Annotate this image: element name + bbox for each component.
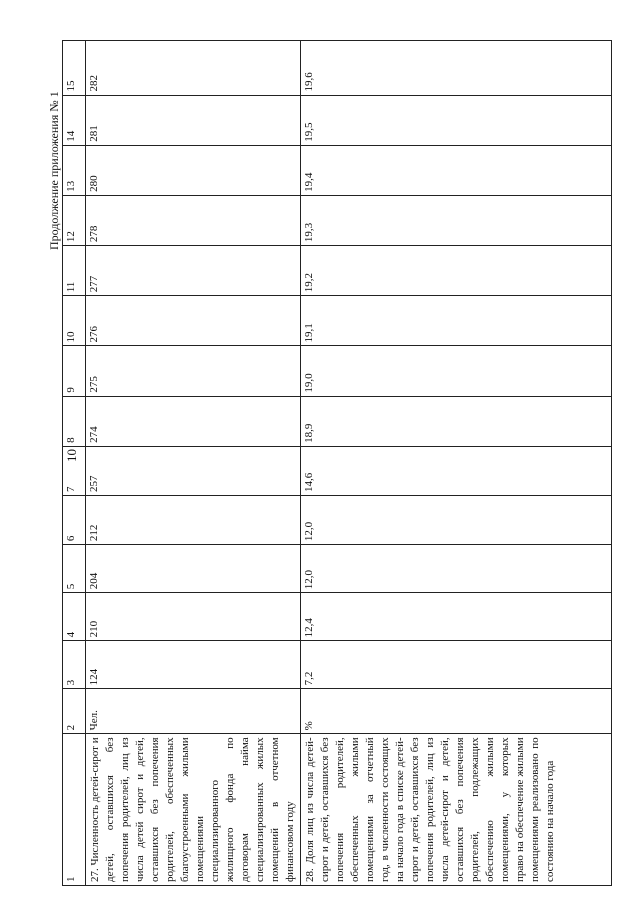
column-header: 10 bbox=[63, 296, 86, 346]
value-cell: 19,4 bbox=[301, 145, 612, 195]
value-cell: 7,2 bbox=[301, 641, 612, 689]
value-cell: 12,4 bbox=[301, 593, 612, 641]
value-cell: 278 bbox=[86, 195, 301, 245]
column-header: 5 bbox=[63, 545, 86, 593]
value-cell: 12,0 bbox=[301, 545, 612, 593]
column-header: 12 bbox=[63, 195, 86, 245]
value-cell: 275 bbox=[86, 346, 301, 396]
table-row bbox=[86, 41, 301, 886]
column-header: 4 bbox=[63, 593, 86, 641]
value-cell: 124 bbox=[86, 641, 301, 689]
header-row bbox=[63, 41, 86, 886]
column-header: 8 bbox=[63, 396, 86, 446]
column-header: 13 bbox=[63, 145, 86, 195]
appendix-table bbox=[62, 40, 612, 886]
unit-cell: Чел. bbox=[86, 689, 301, 734]
value-cell: 18,9 bbox=[301, 396, 612, 446]
value-cell: 19,5 bbox=[301, 95, 612, 145]
column-header: 3 bbox=[63, 641, 86, 689]
value-cell: 19,3 bbox=[301, 195, 612, 245]
column-header: 6 bbox=[63, 495, 86, 544]
column-header: 11 bbox=[63, 246, 86, 296]
value-cell: 281 bbox=[86, 95, 301, 145]
value-cell: 12,0 bbox=[301, 495, 612, 544]
column-header: 7 bbox=[63, 446, 86, 495]
value-cell: 204 bbox=[86, 545, 301, 593]
value-cell: 274 bbox=[86, 396, 301, 446]
value-cell: 282 bbox=[86, 41, 301, 96]
column-header: 2 bbox=[63, 689, 86, 734]
value-cell: 14,6 bbox=[301, 446, 612, 495]
column-header: 15 bbox=[63, 41, 86, 96]
value-cell: 277 bbox=[86, 246, 301, 296]
value-cell: 19,2 bbox=[301, 246, 612, 296]
unit-cell: % bbox=[301, 689, 612, 734]
column-header: 1 bbox=[63, 734, 86, 886]
column-header: 9 bbox=[63, 346, 86, 396]
rotated-table bbox=[62, 40, 612, 886]
value-cell: 210 bbox=[86, 593, 301, 641]
appendix-label: Продолжение приложения № 1 bbox=[47, 91, 61, 250]
value-cell: 257 bbox=[86, 446, 301, 495]
indicator-cell: 27. Численность детей-сирот и детей, оставшихся без попечения родителей, лиц из числа детей сирот и детей, оставшихся без попечения родителей, обеспеченных благоустроенными жилыми помещениями специализированного жилищного фонда по договорам найма специализированных жилых помещений в отчетном финансовом году bbox=[86, 734, 301, 886]
indicator-cell: 28. Доля лиц из числа детей-сирот и детей, оставшихся без попечения родителей, обеспеченных жилыми помещениями за отчетный год, в численности состоящих на начало года в списке детей-сирот и детей, оставшихся без попечения родителей, лиц из числа детей-сирот и детей, оставшихся без попечения родителей, подлежащих обеспечению жилыми помещениями, у которых право на обеспечение жилыми помещениями реализовано по состоянию на начало года bbox=[301, 734, 612, 886]
value-cell: 212 bbox=[86, 495, 301, 544]
value-cell: 19,0 bbox=[301, 346, 612, 396]
column-header: 14 bbox=[63, 95, 86, 145]
page-number: 10 bbox=[64, 449, 79, 462]
value-cell: 280 bbox=[86, 145, 301, 195]
value-cell: 19,6 bbox=[301, 41, 612, 96]
value-cell: 276 bbox=[86, 296, 301, 346]
value-cell: 19,1 bbox=[301, 296, 612, 346]
table-row bbox=[301, 41, 612, 886]
